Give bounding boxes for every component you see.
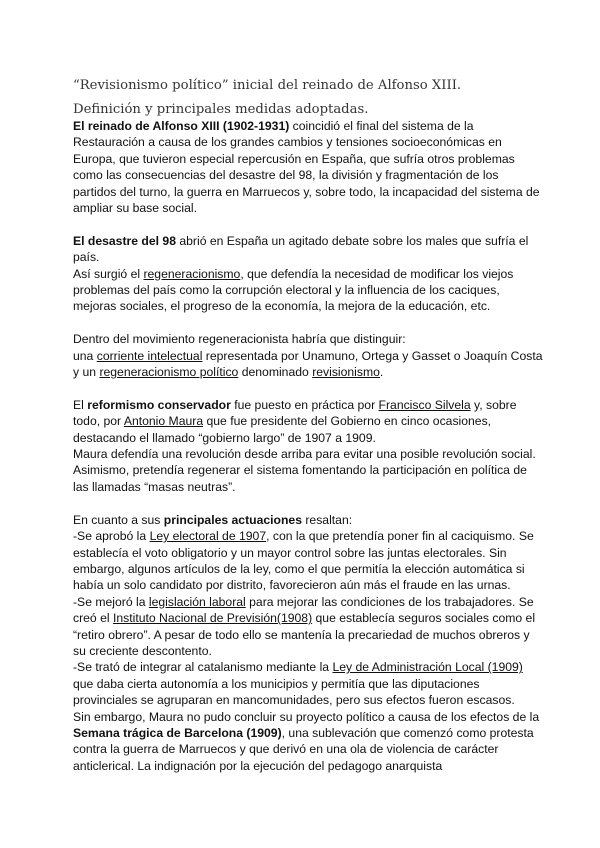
text: , una sublevación que comenzó como protesta contra la guerra de Marruecos y que derivó en una ola de violencia de carácter anticlerical. La indignación por la ejecución del pedagogo anarquista [73, 725, 534, 773]
paragraph-maura [73, 446, 543, 495]
underlined-term: regeneracionismo [143, 266, 241, 281]
text: Sin embargo, Maura no pudo concluir su proyecto político a causa de los efectos de la [73, 709, 540, 724]
bold-text: reformismo conservador [87, 397, 231, 412]
underlined-term: Ley electoral de 1907 [149, 529, 267, 544]
text: y, sobre todo, por [73, 397, 517, 429]
paragraph-corrientes [73, 348, 543, 381]
underlined-term: Ley de Administración Local (1909) [332, 660, 523, 675]
document-title: “Revisionismo político” inicial del reinado de Alfonso XIII. Definición y principales medidas adoptadas. [73, 78, 462, 117]
text: -Se mejoró la [73, 594, 149, 609]
text: representada por Unamuno, Ortega y Gasset o Joaquín Costa y un [73, 348, 543, 380]
paragraph-reformismo [73, 397, 543, 446]
text: -Se trató de integrar al catalanismo mediante la [73, 660, 333, 675]
text: . [379, 365, 384, 380]
text: , que defendía la necesidad de modificar los viejos problemas del país como la corrupción electoral y la influencia de los caciques, mejoras sociales, el progreso de la economía, la mejora de la educación, etc. [73, 266, 514, 314]
underlined-term: Antonio Maura [123, 414, 204, 429]
underlined-term: corriente intelectual [96, 348, 203, 363]
paragraph-regeneracionismo [73, 266, 543, 315]
text: Maura defendía una revolución desde arriba para evitar una posible revolución social. Asimismo, pretendía regenerar el sistema fomentando la participación en política de las llamadas “masas neutras”. [73, 447, 536, 494]
bold-text: Semana trágica de Barcelona (1909) [73, 725, 282, 740]
list-item-ley-electoral [73, 528, 543, 594]
paragraph-distinguir [73, 331, 543, 347]
text: que daba cierta autonomía a los municipios y permitía que las diputaciones provinciales se agruparan en mancomunidades, pero sus efectos fueron escasos. [73, 676, 515, 708]
text: Dentro del movimiento regeneracionista habría que distinguir: [73, 332, 406, 347]
text: coincidió el final del sistema de la Restauración a causa de los grandes cambios y tensiones socioeconómicas en Europa, que tuvieron especial repercusión en España, que sufría otros problemas como las consecuencias del desastre del 98, la división y fragmentación de los partidos del turno, la guerra en Marruecos y, sobre todo, la incapacidad del sistema de ampliar su base social. [73, 119, 540, 216]
text: que establecía seguros sociales como el “retiro obrero”. A pesar de todo ello se mantenía la precariedad de muchos obreros y su creciente descontento. [73, 611, 536, 658]
text: fue puesto en práctica por [230, 397, 379, 412]
underlined-term: regeneracionismo político [99, 365, 239, 380]
text: El [73, 397, 88, 412]
text: Así surgió el [73, 266, 144, 281]
text: -Se aprobó la [73, 529, 150, 544]
text: que fue presidente del Gobierno en cinco ocasiones, destacando el llamado “gobierno largo” de 1907 a 1909. [73, 414, 492, 445]
text: denominado [238, 365, 313, 380]
text: En cuanto a sus [73, 512, 164, 527]
bold-text: El desastre del 98 [73, 233, 176, 248]
underlined-term: Instituto Nacional de Previsión(1908) [112, 611, 313, 626]
paragraph-desastre [73, 233, 543, 266]
text: , con la que pretendía poner fin al caciquismo. Se establecía el voto obligatorio y un mayor control sobre las juntas electorales. Sin embargo, algunos artículos de la ley, como el que permitía la elección automática si había un solo candidato por distrito, favorecieron aún más el fraude en las urnas. [73, 529, 534, 593]
paragraph-actuaciones [73, 512, 543, 528]
bold-text: El reinado de Alfonso XIII (1902-1931) [73, 119, 290, 133]
text: resaltan: [301, 512, 353, 527]
list-item-legislacion-laboral [73, 594, 543, 660]
text: abrió en España un agitado debate sobre los males que sufría el país. [73, 233, 529, 265]
list-item-catalanismo [73, 659, 543, 708]
text: una [73, 348, 97, 363]
underlined-term: legislación laboral [148, 594, 246, 609]
underlined-term: Francisco Silvela [378, 397, 471, 412]
paragraph-semana-tragica [73, 709, 543, 775]
underlined-term: revisionismo [312, 365, 380, 380]
bold-text: principales actuaciones [163, 512, 302, 527]
paragraph-reinado [73, 118, 543, 216]
text: para mejorar las condiciones de los trabajadores. Se creó el [73, 594, 534, 626]
document-body [73, 118, 543, 774]
